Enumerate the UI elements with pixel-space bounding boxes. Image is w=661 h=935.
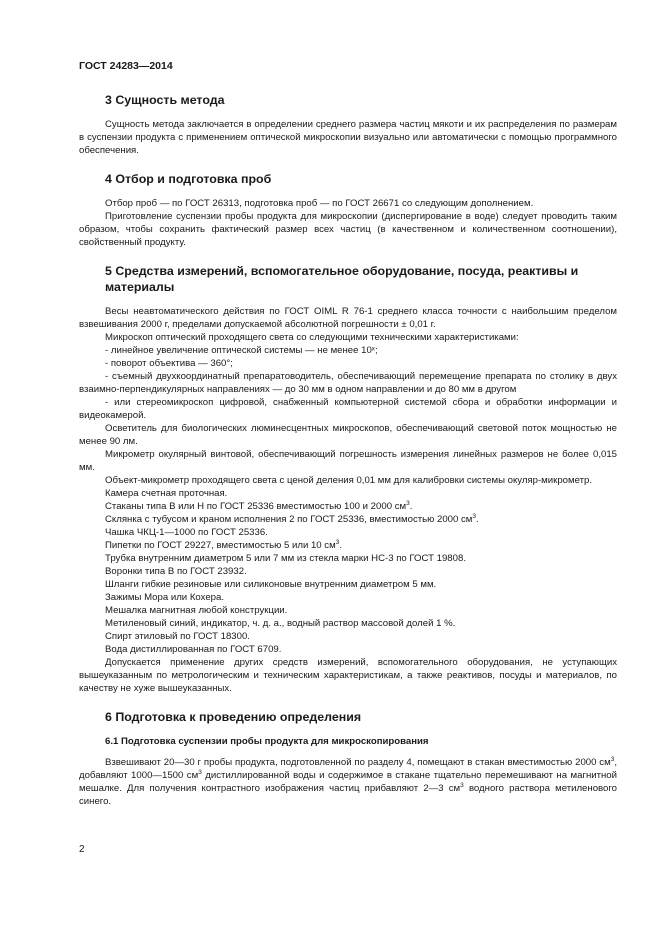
paragraph: Отбор проб — по ГОСТ 26313, подготовка проб — по ГОСТ 26671 со следующим дополнением. bbox=[105, 198, 534, 209]
list-item: - линейное увеличение оптической системы — не менее 10ˣ; bbox=[105, 345, 378, 356]
list-item: - съемный двухкоординатный препаратоводитель, обеспечивающий перемещение препарата по столику в двух взаимно-перпендикулярных направлениях — до 30 мм в одном направлении и до 80 мм в другом bbox=[79, 371, 617, 395]
paragraph bbox=[79, 513, 617, 526]
paragraph bbox=[79, 500, 617, 513]
paragraph: Приготовление суспензии пробы продукта для микроскопии (диспергирование в воде) следует проводить таким образом, чтобы сохранить фактический размер всех частиц (в качественном и количественном соотношении), свойственный продукту. bbox=[79, 211, 617, 248]
text: , добавляют 1000—1500 см bbox=[79, 757, 617, 781]
paragraph: Микрометр окулярный винтовой, обеспечивающий погрешность измерения линейных размеров не более 0,015 мм. bbox=[79, 449, 617, 473]
text: водного раствора метиленового синего. bbox=[79, 783, 617, 807]
paragraph: Воронки типа В по ГОСТ 23932. bbox=[105, 566, 247, 577]
superscript: 3 bbox=[335, 538, 340, 546]
document-header: ГОСТ 24283—2014 bbox=[79, 60, 173, 72]
document-body bbox=[79, 92, 617, 822]
paragraph: Допускается применение других средств измерений, вспомогательного оборудования, не уступающих вышеуказанным по метрологическим и техническим характеристикам, а также реактивов, посуды и материалов, по качеству не хуже вышеуказанных. bbox=[79, 657, 617, 694]
text: . bbox=[339, 540, 343, 551]
superscript: 3 bbox=[460, 781, 464, 789]
paragraph: Зажимы Мора или Кохера. bbox=[105, 592, 224, 603]
text: Взвешивают 20—30 г пробы продукта, подготовленной по разделу 4, помещают в стакан вместимостью 2000 см bbox=[105, 757, 611, 768]
paragraph: Вода дистиллированная по ГОСТ 6709. bbox=[105, 644, 282, 655]
section-4-title: 4 Отбор и подготовка проб bbox=[105, 172, 272, 186]
superscript: 3 bbox=[610, 755, 615, 763]
list-item: - поворот объектива — 360°; bbox=[105, 358, 233, 369]
paragraph: Весы неавтоматического действия по ГОСТ OIML R 76-1 среднего класса точности с наибольшим пределом взвешивания 2000 г, пределами допускаемой абсолютной погрешности ± 0,01 г. bbox=[79, 306, 617, 330]
text: Стаканы типа В или Н по ГОСТ 25336 вместимостью 100 и 2000 см bbox=[105, 501, 407, 512]
section-3 bbox=[79, 92, 617, 157]
paragraph: Спирт этиловый по ГОСТ 18300. bbox=[105, 631, 250, 642]
superscript: 3 bbox=[472, 512, 477, 520]
paragraph: Трубка внутренним диаметром 5 или 7 мм из стекла марки НС-3 по ГОСТ 19808. bbox=[105, 553, 466, 564]
subsection-6-1-title: 6.1 Подготовка суспензии пробы продукта для микроскопирования bbox=[105, 736, 429, 747]
page-number: 2 bbox=[79, 844, 85, 855]
paragraph: Объект-микрометр проходящего света с ценой деления 0,01 мм для калибровки системы окуляр-микрометр. bbox=[105, 475, 593, 486]
paragraph: Камера счетная проточная. bbox=[105, 488, 228, 499]
paragraph: Сущность метода заключается в определении среднего размера частиц мякоти и их распределения по размерам в суспензии продукта с применением оптической микроскопии визуально или автоматически с помощью программного обеспечения. bbox=[79, 119, 617, 156]
section-3-title: 3 Сущность метода bbox=[105, 93, 225, 107]
list-item: - или стереомикроскоп цифровой, снабженный компьютерной системой сбора и обработки информации и видеокамерой. bbox=[79, 397, 617, 421]
text: . bbox=[409, 501, 413, 512]
text: Склянка с тубусом и краном исполнения 2 по ГОСТ 25336, вместимостью 2000 см bbox=[105, 514, 473, 525]
section-4 bbox=[79, 171, 617, 249]
paragraph: Метиленовый синий, индикатор, ч. д. а., водный раствор массовой долей 1 %. bbox=[105, 618, 456, 629]
paragraph: Чашка ЧКЦ-1—1000 по ГОСТ 25336. bbox=[105, 527, 268, 538]
superscript: 3 bbox=[198, 768, 202, 776]
paragraph: Мешалка магнитная любой конструкции. bbox=[105, 605, 288, 616]
section-5 bbox=[79, 263, 617, 695]
superscript: 3 bbox=[406, 499, 410, 507]
section-6 bbox=[79, 709, 617, 808]
paragraph bbox=[79, 756, 617, 808]
paragraph bbox=[79, 539, 617, 552]
text: . bbox=[476, 514, 479, 525]
paragraph: Шланги гибкие резиновые или силиконовые внутренним диаметром 5 мм. bbox=[105, 579, 437, 590]
section-5-title: 5 Средства измерений, вспомогательное оборудование, посуда, реактивы и материалы bbox=[105, 264, 579, 294]
text: Пипетки по ГОСТ 29227, вместимостью 5 или 10 см bbox=[105, 540, 336, 551]
text: дистиллированной воды и содержимое в стакане тщательно перемешивают на магнитной мешалке. Для получения контрастного изображения частиц прибавляют 2—3 см bbox=[79, 770, 617, 794]
section-6-title: 6 Подготовка к проведению определения bbox=[105, 710, 362, 724]
paragraph: Микроскоп оптический проходящего света со следующими техническими характеристиками: bbox=[105, 332, 519, 343]
paragraph: Осветитель для биологических люминесцентных микроскопов, обеспечивающий световой поток мощностью не менее 90 лм. bbox=[79, 423, 617, 447]
